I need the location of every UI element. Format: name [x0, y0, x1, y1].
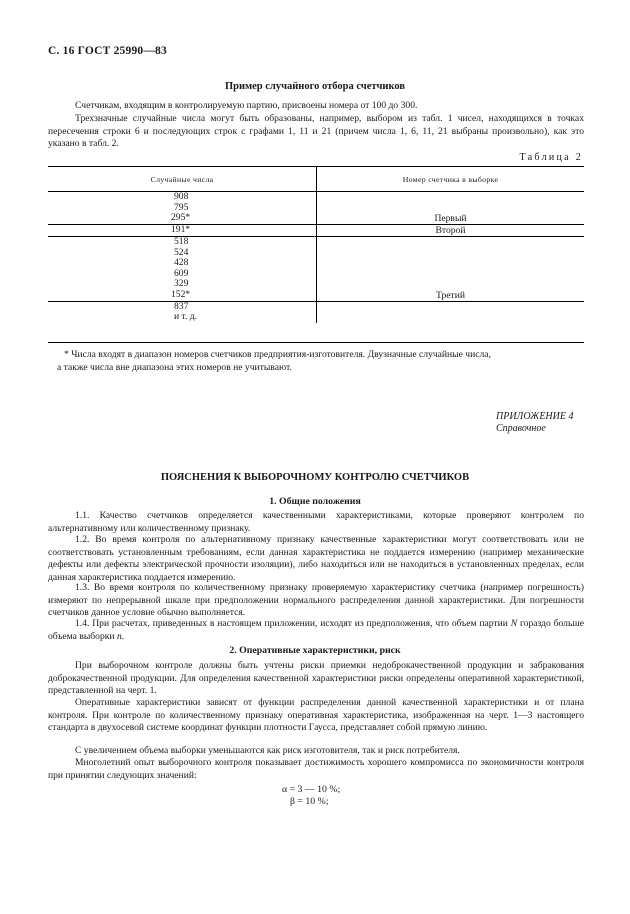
- appendix-label: [496, 411, 574, 435]
- column-header-meter-number: Номер счетчика в выборке: [317, 167, 585, 192]
- paragraph-1-2: 1.2. Во время контроля по альтернативному признаку качественные характеристики могут соответствовать или не соответствовать установленным требованиям, если данная характеристика не поддается измерению (например механические дефекты или дефекты электрической прочности изоляции), либо находиться или не находиться в установленных пределах, если данная характеристика поддается измерению.: [48, 534, 584, 583]
- random-number: 908: [174, 191, 189, 202]
- random-number: 329: [174, 278, 189, 289]
- paragraph-1-4: [48, 618, 584, 643]
- random-number: 428: [174, 257, 189, 268]
- random-number: 152*: [171, 288, 191, 300]
- appendix-number: ПРИЛОЖЕНИЕ 4: [496, 411, 574, 422]
- formula-beta: β = 10 %;: [290, 796, 329, 807]
- paragraph-1-1: 1.1. Качество счетчиков определяется качественными характеристиками, которые проверяют контролем по альтернативному или количественному признаку.: [48, 510, 584, 534]
- meter-number-cell: [317, 192, 585, 214]
- random-number-cell: [48, 301, 317, 323]
- meter-number-cell: [317, 301, 585, 323]
- random-number-cell: [48, 290, 317, 302]
- meter-number-cell: Третий: [317, 290, 585, 302]
- column-header-random-numbers: Случайные числа: [48, 167, 317, 192]
- table-row: [48, 290, 584, 302]
- random-number: 795: [174, 201, 189, 213]
- random-number-cell: [48, 192, 317, 214]
- random-number: и т. д.: [174, 311, 198, 322]
- random-number: 609: [174, 267, 189, 279]
- paragraph-1-4-text-b: гораздо больше объема выборки: [48, 618, 584, 642]
- random-number: 837: [174, 300, 189, 312]
- random-number-cell: [48, 237, 317, 290]
- appendix-type: Справочное: [496, 423, 546, 434]
- intro-paragraph-2: Трехзначные случайные числа могут быть образованы, например, выбором из табл. 1 чисел, находящихся в точках пересечения строки 6 и последующих строк с графами 1, 11 и 21 (причем числа 1, 6, 11, 21 выбраны произвольно), как это указано в табл. 2.: [48, 113, 584, 150]
- random-numbers-table: [48, 166, 584, 323]
- table-caption: Таблица 2: [519, 152, 583, 163]
- table-row: [48, 301, 584, 323]
- paragraph-2-3: С увеличением объема выборки уменьшаются как риск изготовителя, так и риск потребителя.: [75, 745, 460, 756]
- page-header: С. 16 ГОСТ 25990—83: [48, 45, 167, 57]
- sample-size-symbol: n: [116, 630, 122, 642]
- paragraph-1-3: 1.3. Во время контроля по количественному признаку проверяемую характеристику счетчика (например погрешность) измеряют по непрерывной шкале при предположении нормального распределения данной характеристики. Для погрешности счетчиков данное условие обычно выполняется.: [48, 582, 584, 619]
- random-number: 518: [174, 236, 189, 247]
- meter-number-cell: Первый: [317, 213, 585, 225]
- random-number: 191*: [171, 224, 191, 235]
- table-footnote: [48, 349, 584, 374]
- paragraph-2-4: Многолетний опыт выборочного контроля показывает достижимость хорошего компромисса по экономичности контроля при принятии следующих значений:: [48, 757, 584, 781]
- table-header-row: [48, 167, 584, 192]
- paragraph-2-1: При выборочном контроле должны быть учтены риски приемки недоброкачественной продукции и забракования доброкачественной продукции. Для определения качественной характеристики риски определены оперативной характеристикой, представленной на черт. 1.: [48, 660, 584, 697]
- table-row: [48, 192, 584, 214]
- footnote-line-1: * Числа входят в диапазон номеров счетчиков предприятия-изготовителя. Двузначные случайные числа,: [64, 349, 491, 360]
- meter-number-cell: Второй: [317, 225, 585, 237]
- section-2-title: 2. Оперативные характеристики, риск: [229, 645, 401, 656]
- table-row: [48, 225, 584, 237]
- footnote-line-2: а также числа вне диапазона этих номеров не учитывают.: [57, 361, 292, 373]
- paragraph-1-4-text-c: .: [121, 630, 125, 642]
- table-row: [48, 237, 584, 290]
- lot-size-symbol: N: [510, 618, 518, 629]
- meter-number-cell: [317, 237, 585, 290]
- main-title: ПОЯСНЕНИЯ К ВЫБОРОЧНОМУ КОНТРОЛЮ СЧЕТЧИКОВ: [160, 472, 470, 483]
- formula-alpha: α = 3 — 10 %;: [282, 784, 341, 795]
- table-row: [48, 213, 584, 225]
- random-number-cell: [48, 225, 317, 237]
- example-title: Пример случайного отбора счетчиков: [224, 81, 406, 92]
- random-number-cell: [48, 213, 317, 225]
- intro-paragraph-1: Счетчикам, входящим в контролируемую партию, присвоены номера от 100 до 300.: [75, 100, 418, 111]
- paragraph-1-4-text-a: 1.4. При расчетах, приведенных в настоящем приложении, исходят из предположения, что объем партии: [75, 618, 511, 629]
- formula-block: [282, 784, 340, 808]
- random-number: 295*: [171, 212, 191, 223]
- random-number: 524: [174, 246, 189, 258]
- section-1-title: 1. Общие положения: [269, 496, 361, 507]
- paragraph-2-2: Оперативные характеристики зависят от функции распределения данной качественной характеристики и от плана контроля. При контроле по количественному признаку оперативная характеристика, изображенная на черт. 1—3 настоящего стандарта в двухосевой системе координат функции плотности Гаусса, представляет собой прямую линию.: [48, 697, 584, 734]
- table-bottom-line: [48, 342, 584, 343]
